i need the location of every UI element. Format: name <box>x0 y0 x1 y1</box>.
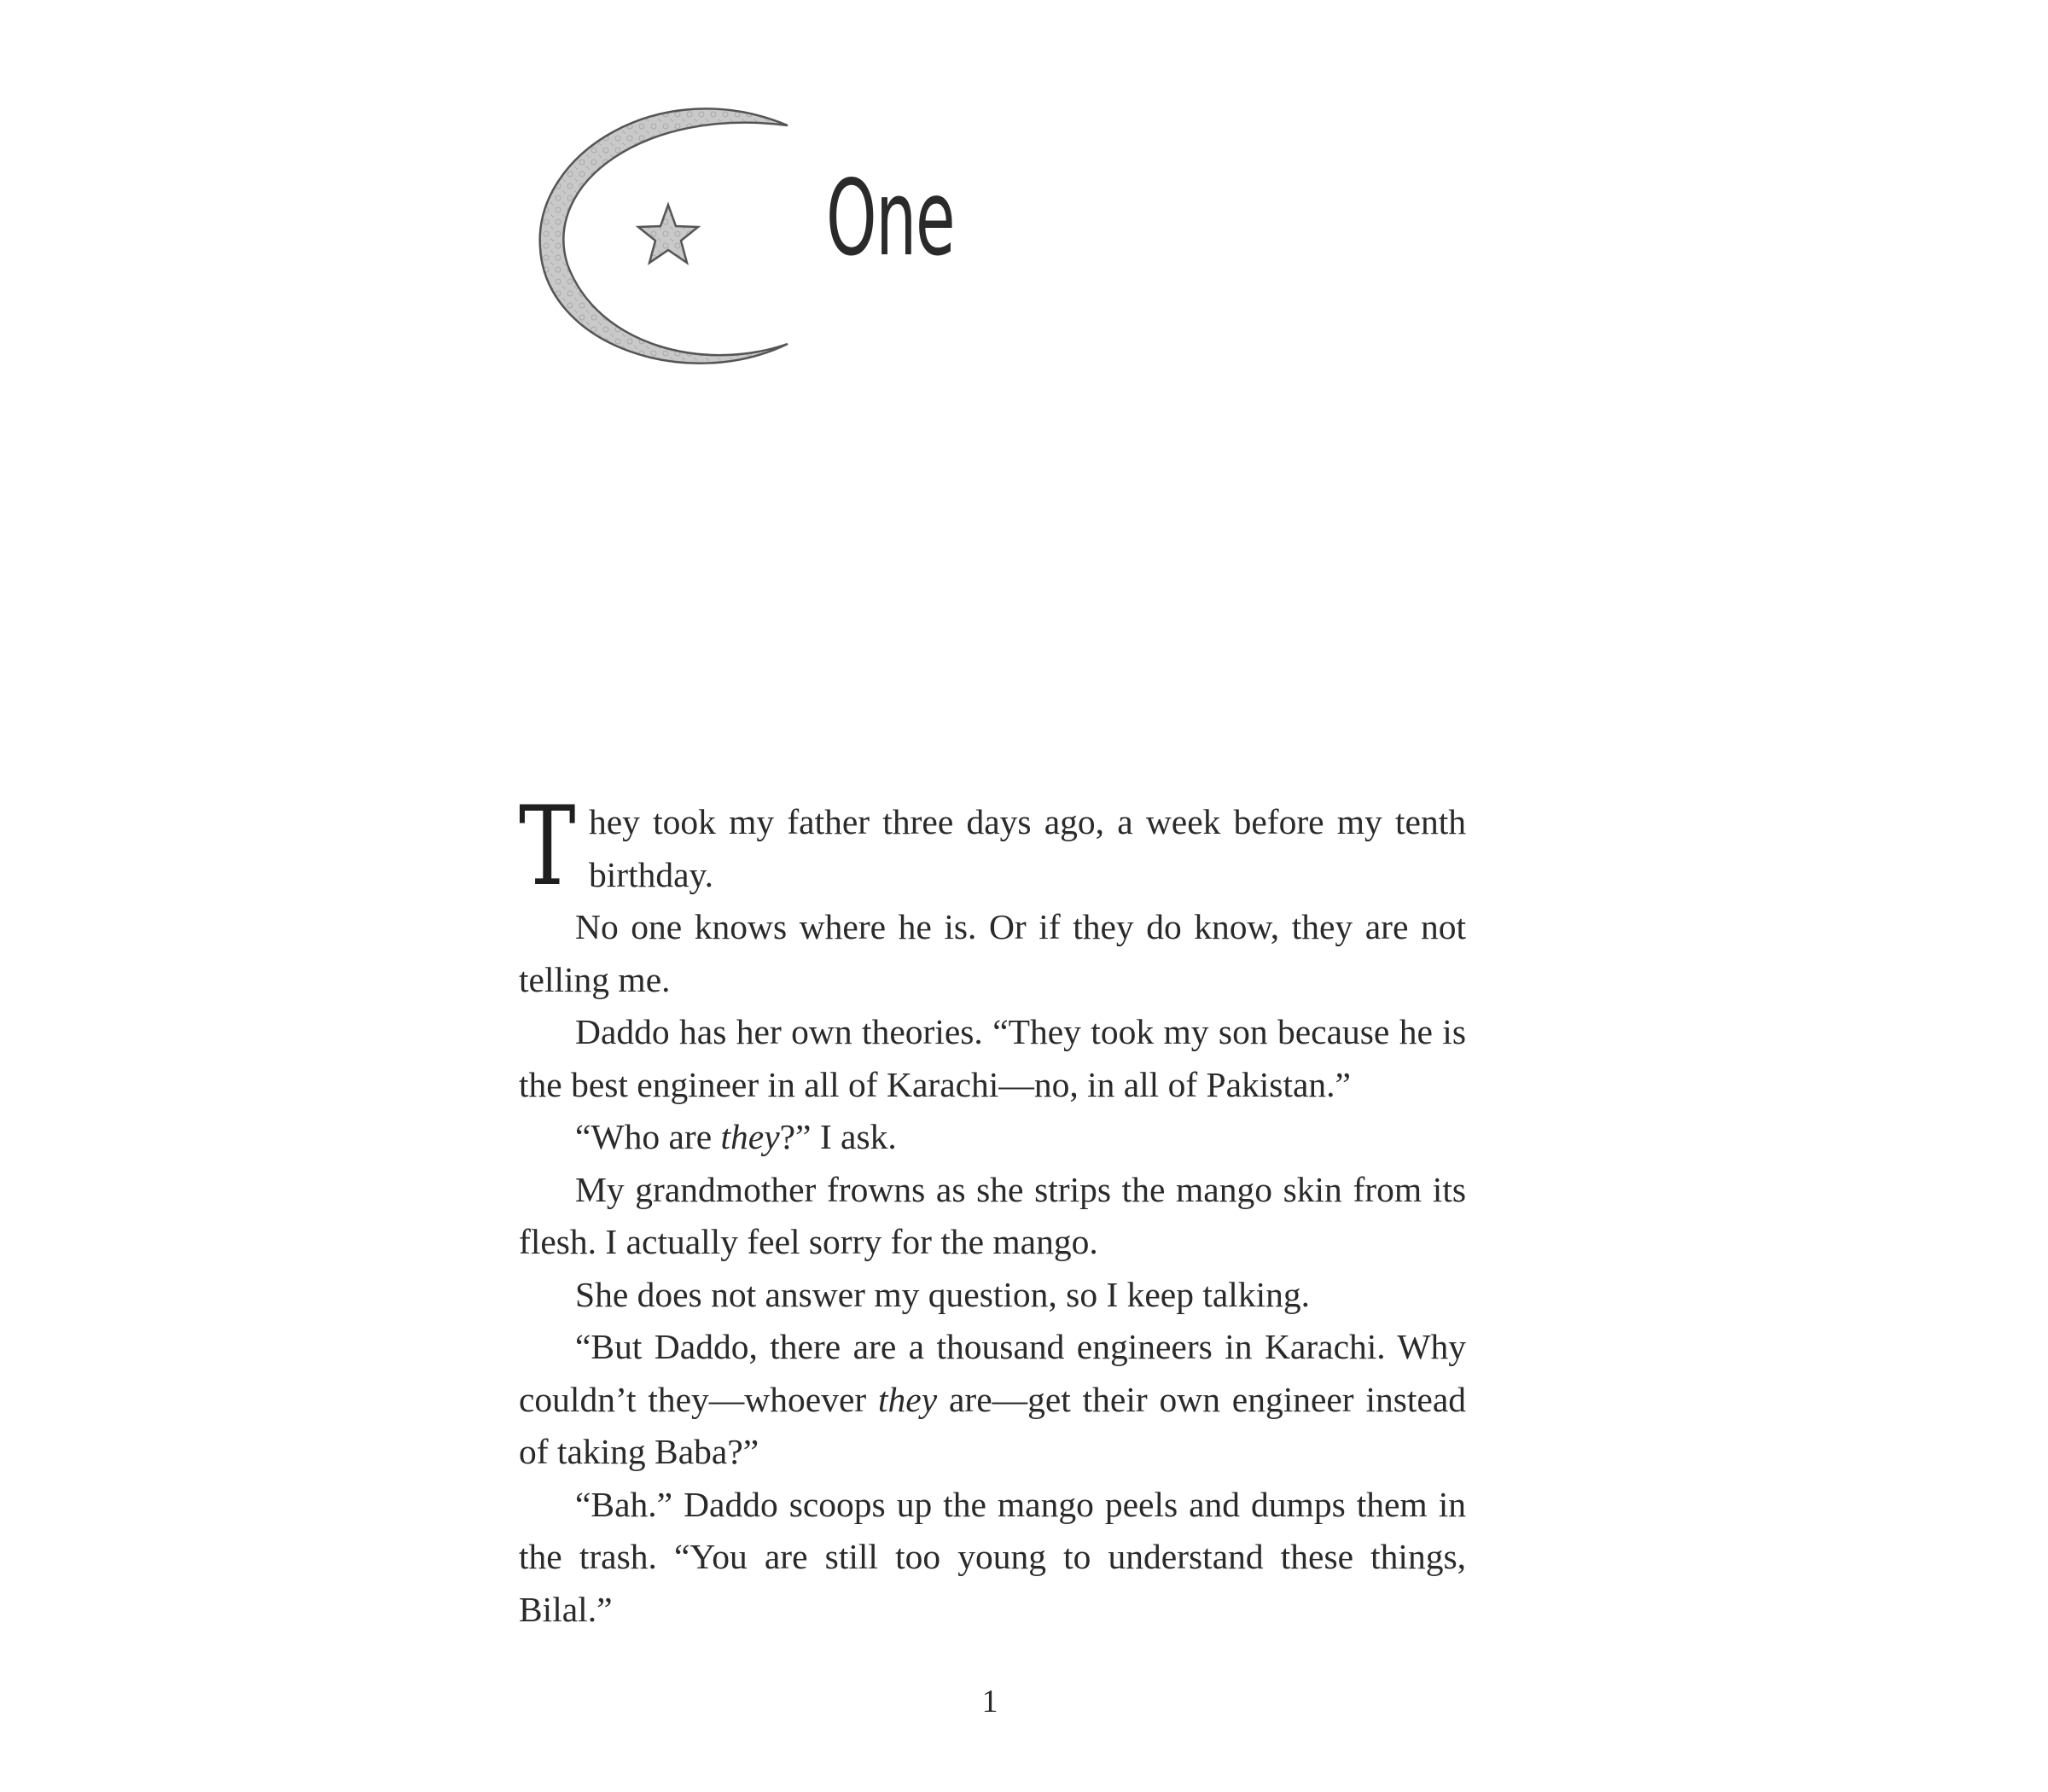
paragraph-list <box>519 901 1466 1636</box>
paragraph-text: ?” I ask. <box>779 1117 897 1156</box>
paragraph <box>519 901 1466 1006</box>
drop-cap: T <box>519 783 576 911</box>
paragraph <box>519 1164 1466 1269</box>
star-icon <box>638 205 698 263</box>
paragraph-text: “Who are <box>575 1117 721 1156</box>
paragraph-text: Daddo has her own theories. “They took my son because he is the best engineer in all of Karachi—no, in all of Pakistan.” <box>519 1012 1466 1104</box>
paragraph-text: “Bah.” Daddo scoops up the mango peels and dumps them in the trash. “You are still too young to understand these things, Bilal.” <box>519 1484 1466 1629</box>
chapter-title: One <box>826 158 955 279</box>
body-text <box>519 783 1466 1636</box>
paragraph-text: “But Daddo, there are a thousand engineers in Karachi. Why couldn’t they—whoever <box>519 1327 1466 1419</box>
paragraph <box>519 1269 1466 1322</box>
emphasis-text: they <box>878 1379 938 1419</box>
paragraph-text: No one knows where he is. Or if they do know, they are not telling me. <box>519 907 1466 999</box>
first-paragraph <box>519 783 1466 911</box>
page-number: 1 <box>981 1684 998 1719</box>
paragraph-text: My grandmother frowns as she strips the mango skin from its flesh. I actually feel sorry for the mango. <box>519 1169 1466 1261</box>
paragraph <box>519 1111 1466 1164</box>
emphasis-text: they <box>720 1117 780 1156</box>
paragraph <box>519 1006 1466 1111</box>
crescent-moon-star-icon <box>516 73 798 401</box>
paragraph-text: She does not answer my question, so I keep talking. <box>575 1274 1310 1314</box>
paragraph-text: are—get their own engineer instead of taking Baba?” <box>519 1379 1466 1471</box>
first-paragraph-text: hey took my father three days ago, a week before my tenth birthday. <box>589 802 1466 894</box>
paragraph <box>519 1479 1466 1637</box>
paragraph <box>519 1321 1466 1479</box>
